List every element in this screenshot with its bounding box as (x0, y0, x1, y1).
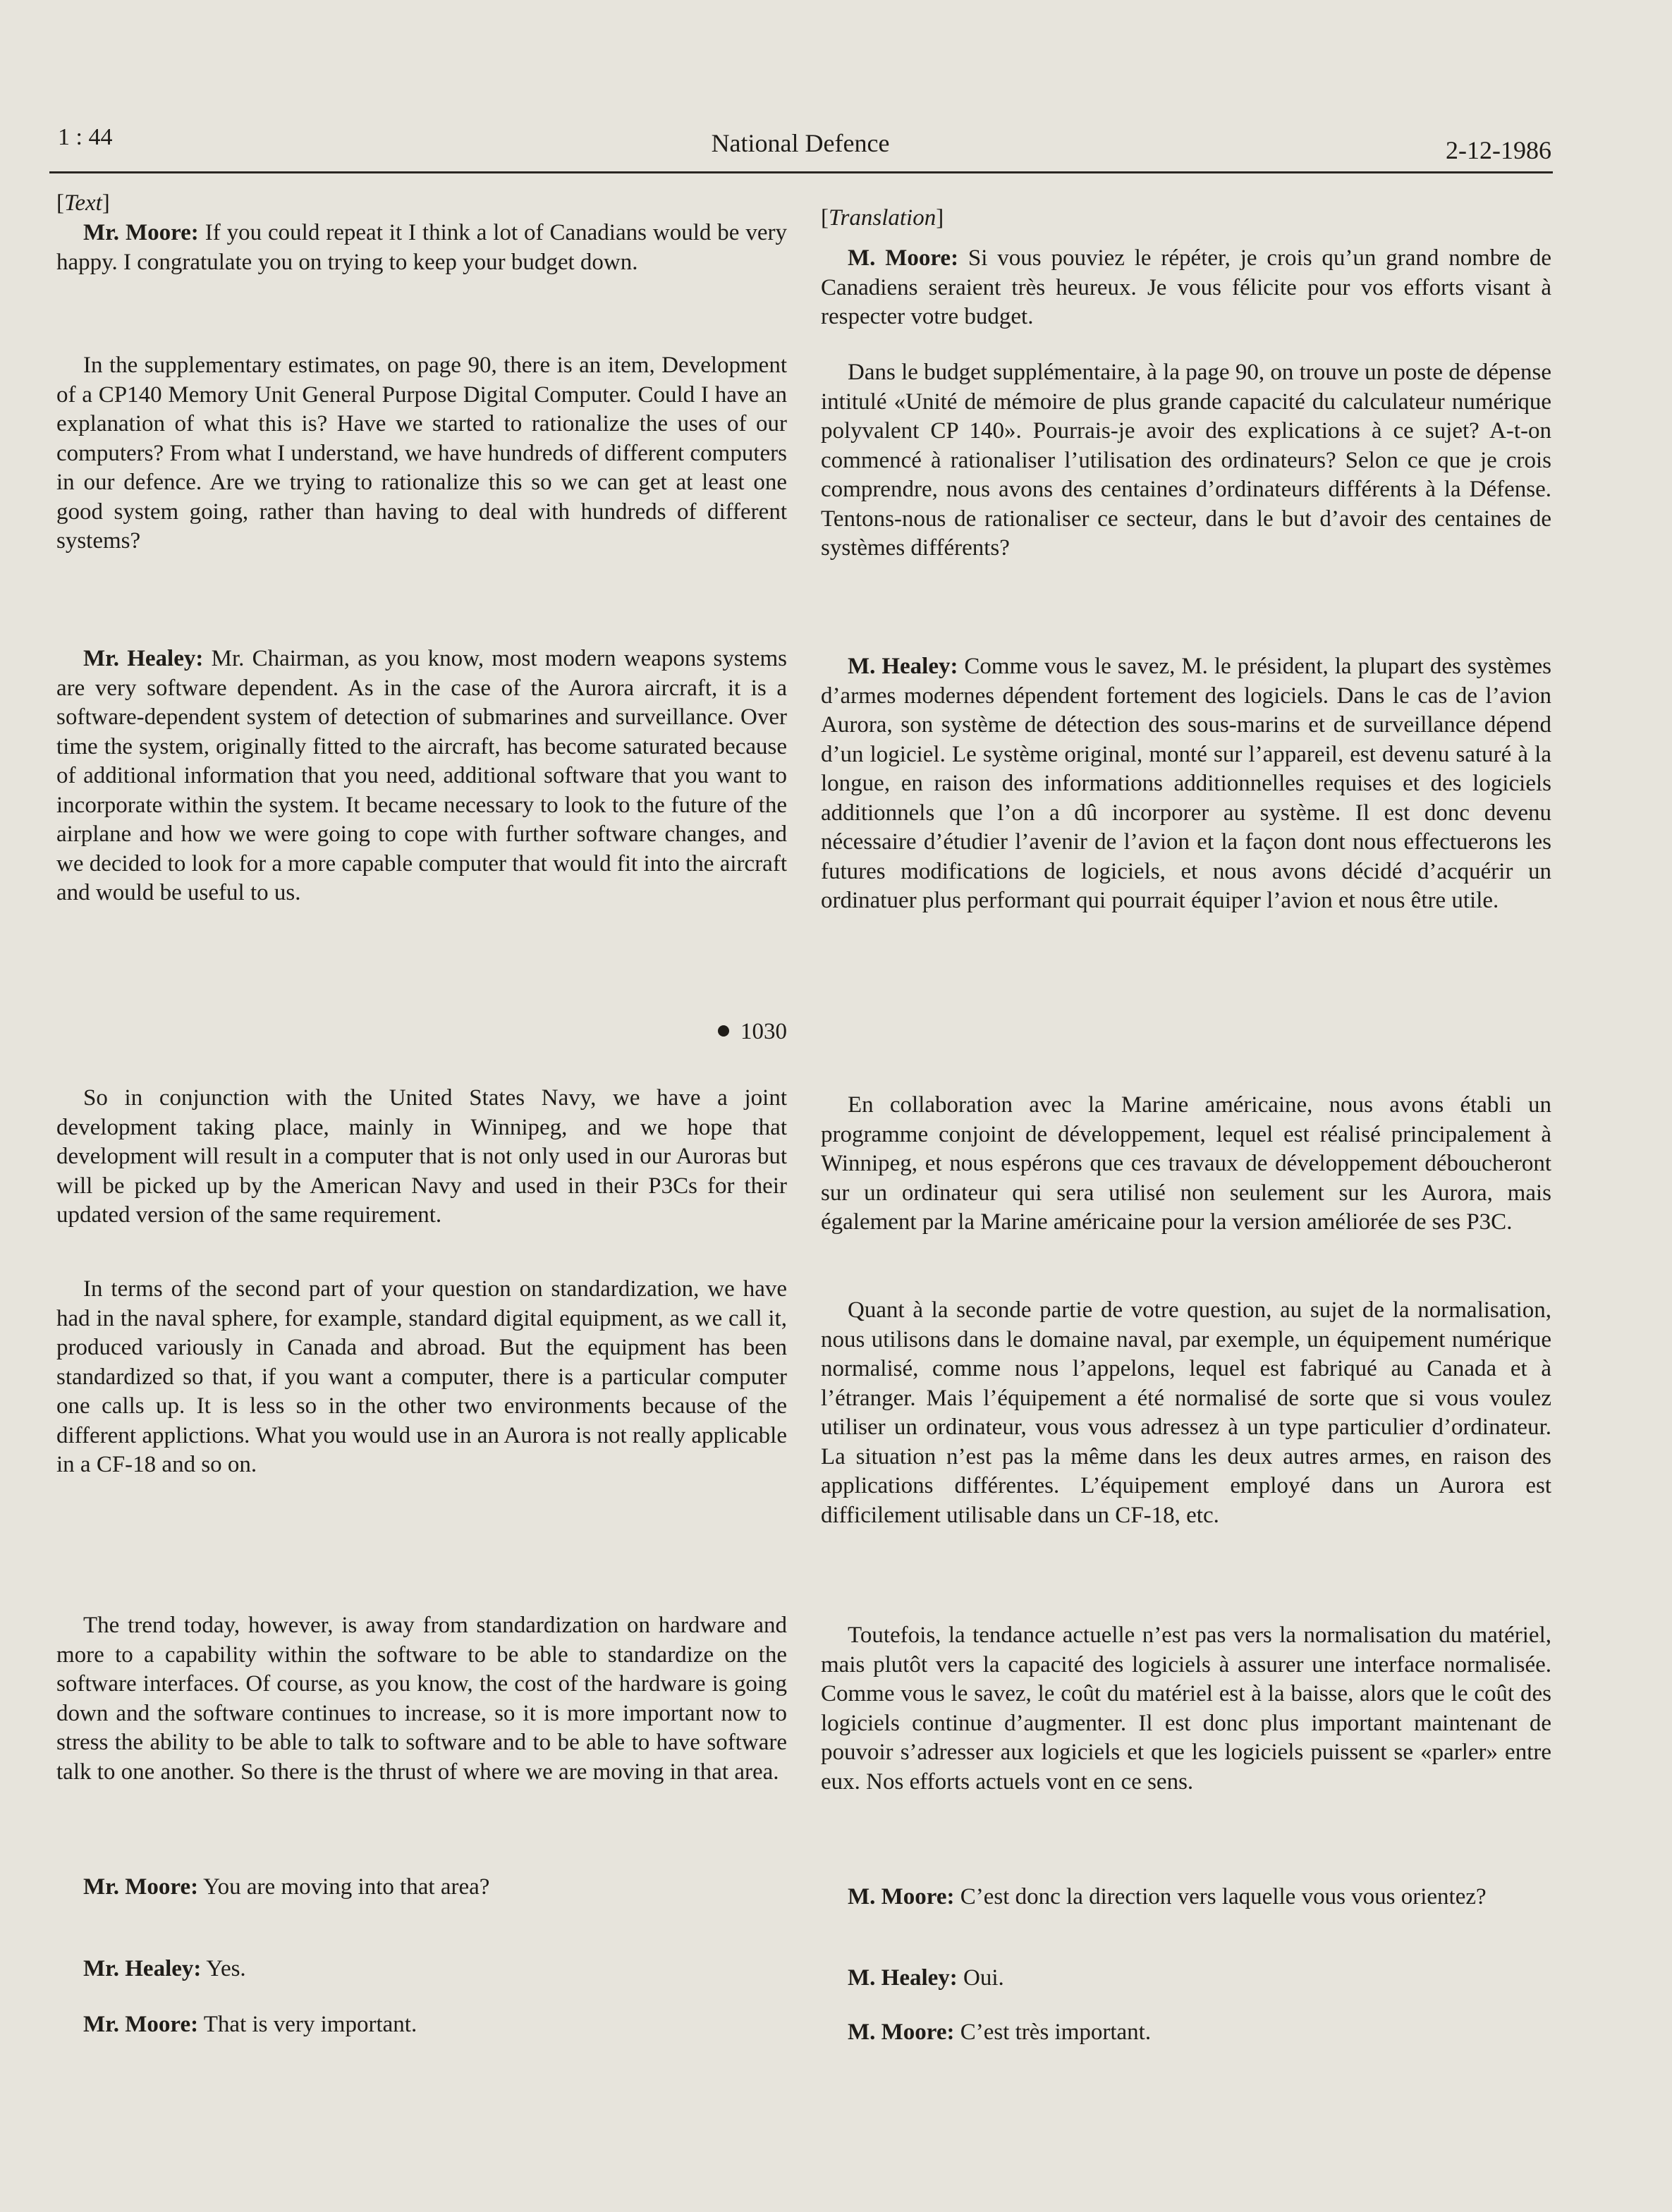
bullet-icon (718, 1025, 729, 1037)
speaker-name: M. Healey: (848, 1965, 958, 1991)
language-label: [Text] (56, 190, 110, 216)
paragraph: The trend today, however, is away from standardization on hardware and more to a capability within the software to be able to standardize on the software interfaces. Of course, as you know, the cost of the hardware is going down and the software continues to increase, so it is more important now to stress the ability to be able to talk to software and to be able to have software talk to one another. So there is the thrust of where we are moving in that area. (56, 1613, 787, 1785)
speaker-name: Mr. Moore: (83, 1874, 199, 1900)
paragraph: Dans le budget supplémentaire, à la page 90, on trouve un poste de dépense intitulé «Unité de mémoire de plus grande capacité du calculateur numérique polyvalent CP 140». Pourrais-je avoir des explications à ce sujet? A-t-on commencé à rationaliser l’utilisation des ordinateurs? Selon ce que je crois comprendre, nous avons des centaines d’ordinateurs différents à la Défense. Tentons-nous de rationaliser ce secteur, dans le but d’avoir des centaines de systèmes différents? (821, 360, 1551, 561)
paragraph: M. Moore: C’est très important. (848, 2019, 1152, 2045)
paragraph: So in conjunction with the United States Navy, we have a joint development taking place, mainly in Winnipeg, and we hope that development will result in a computer that is not only used in our Auroras but will be picked up by the American Navy and used in their P3Cs for their updated version of the same requirement. (56, 1085, 787, 1228)
paragraph: M. Moore: C’est donc la direction vers laquelle vous vous orientez? (848, 1884, 1487, 1909)
speaker-name: Mr. Moore: (83, 2012, 199, 2037)
speaker-name: M. Moore: (848, 2019, 955, 2045)
header-rule (49, 171, 1553, 173)
paragraph: M. Healey: Oui. (848, 1965, 1004, 1991)
speaker-name: Mr. Moore: (83, 220, 199, 245)
running-title: National Defence (711, 129, 890, 157)
speaker-name: M. Healey: (848, 654, 958, 679)
speaker-name: M. Moore: (848, 245, 959, 271)
paragraph: Mr. Healey: Yes. (83, 1956, 246, 1981)
page-number: 1 : 44 (58, 124, 113, 150)
paragraph: In terms of the second part of your question on standardization, we have had in the naval sphere, for example, standard digital equipment, as we call it, produced variously in Canada and abroad. But the equipment has been standardized so that, if you want a computer, there is a particular computer one calls up. It is less so in the other two environments because of the different applictions. What you would use in an Aurora is not really applicable in a CF-18 and so on. (56, 1276, 787, 1477)
paragraph: En collaboration avec la Marine américaine, nous avons établi un programme conjoint de développement, lequel est réalisé principalement à Winnipeg, et nous espérons que ces travaux de développement déboucheront sur un ordinateur qui sera utilisé non seulement sur les Aurora, mais également par la Marine américaine pour la version améliorée de ses P3C. (821, 1092, 1551, 1235)
paragraph: Quant à la seconde partie de votre question, au sujet de la normalisation, nous utilisons dans le domaine naval, par exemple, un équipement numérique normalisé, comme nous l’appelons, lequel est fabriqué au Canada et à l’étranger. Mais l’équipement a été normalisé de sorte que si vous voulez utiliser un ordinateur, vous vous adressez à un type particulier d’ordinateur. La situation n’est pas la même dans les deux autres armes, en raison des applications différentes. L’équipement employé dans un Aurora est difficilement utilisable dans un CF-18, etc. (821, 1297, 1551, 1528)
speaker-name: M. Moore: (848, 1884, 955, 1909)
paragraph: Mr. Moore: If you could repeat it I think a lot of Canadians would be very happy. I congratulate you on trying to keep your budget down. (56, 220, 787, 275)
speaker-name: Mr. Healey: (83, 646, 204, 671)
page-header (49, 121, 1551, 164)
sitting-date: 2-12-1986 (1446, 136, 1551, 164)
paragraph: In the supplementary estimates, on page 90, there is an item, Development of a CP140 Memory Unit General Purpose Digital Computer. Could I have an explanation of what this is? Have we started to rationalize the uses of our computers? From what I understand, we have hundreds of different computers in our defence. Are we trying to rationalize this so we can get at least one good system going, rather than having to deal with hundreds of different systems? (56, 353, 787, 554)
paragraph: Toutefois, la tendance actuelle n’est pas vers la normalisation du matériel, mais plutôt vers la capacité des logiciels à assurer une interface normalisée. Comme vous le savez, le coût du matériel est à la baisse, alors que le coût des logiciels continue d’augmenter. Il est donc plus important maintenant de pouvoir s’adresser aux logiciels et que les logiciels puissent se «parler» entre eux. Nos efforts actuels vont en ce sens. (821, 1623, 1551, 1795)
time-marker: 1030 (575, 1018, 787, 1047)
paragraph: Mr. Moore: You are moving into that area? (83, 1874, 490, 1900)
paragraph: Mr. Healey: Mr. Chairman, as you know, most modern weapons systems are very software dependent. As in the case of the Aurora aircraft, it is a software-dependent system of detection of submarines and surveillance. Over time the system, originally fitted to the aircraft, has become saturated because of additional information that you need, additional software that you want to incorporate within the system. It became necessary to look to the future of the airplane and how we were going to cope with further software changes, and we decided to look for a more capable computer that would fit into the aircraft and would be useful to us. (56, 646, 787, 905)
paragraph: M. Healey: Comme vous le savez, M. le président, la plupart des systèmes d’armes modernes dépendent fortement des logiciels. Dans le cas de l’avion Aurora, son système de détection des sous-marins et de surveillance dépend d’un logiciel. Le système original, monté sur l’appareil, est devenu saturé à la longue, en raison des informations additionnelles requises et des logiciels additionnels que l’on a dû incorporer au système. Il est donc devenu nécessaire d’étudier l’avenir de l’avion et la façon dont nous effectuerons les futures modifications de logiciels, et nous avons décidé d’acquérir un ordinatuer plus performant qui pourrait équiper l’avion et nous être utile. (821, 654, 1551, 913)
language-label: [Translation] (821, 205, 944, 231)
paragraph: Mr. Moore: That is very important. (83, 2012, 417, 2037)
paragraph: M. Moore: Si vous pouviez le répéter, je crois qu’un grand nombre de Canadiens seraient très heureux. Je vous félicite pour vos efforts visant à respecter votre budget. (821, 245, 1551, 329)
speaker-name: Mr. Healey: (83, 1956, 202, 1981)
